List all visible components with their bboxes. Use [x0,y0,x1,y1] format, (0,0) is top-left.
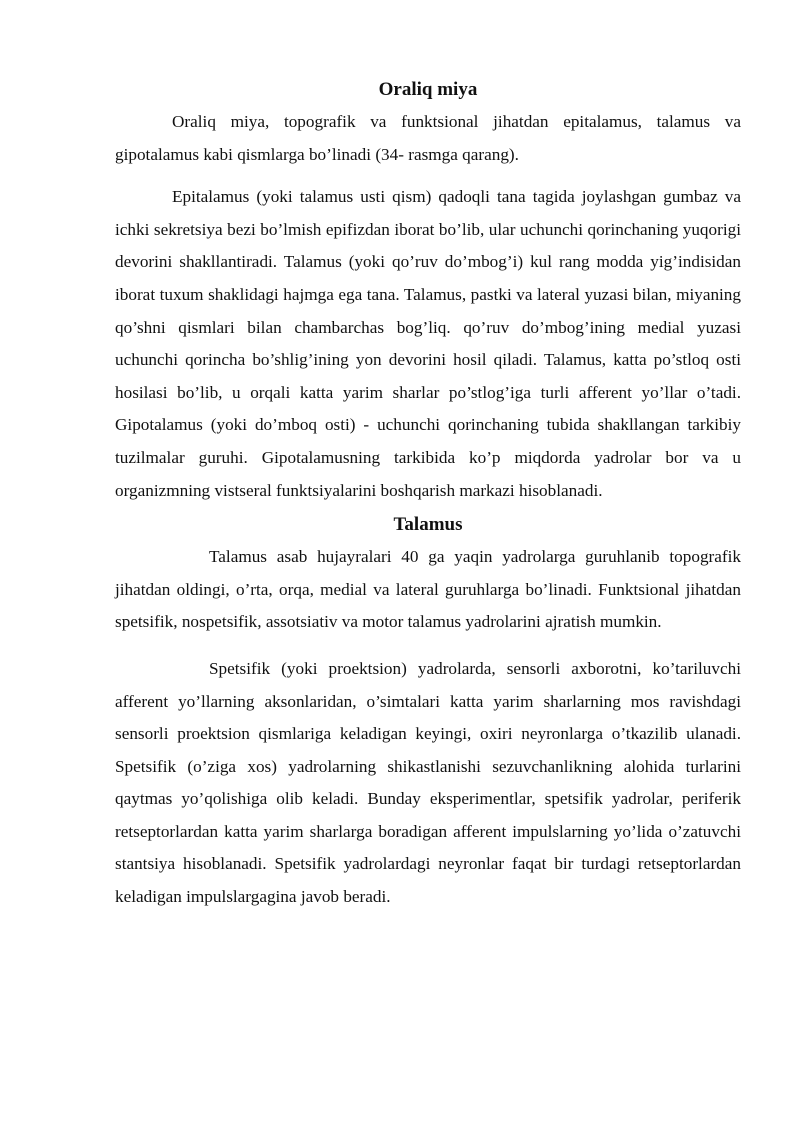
document-page [115,76,741,914]
intro-paragraph: Oraliq miya, topografik va funktsional jihatdan epitalamus, talamus va gipotalamus kabi qismlarga bo’linadi (34- rasmga qarang). [115,112,741,164]
page-title: Oraliq miya [378,79,478,100]
section-heading-talamus: Talamus [393,514,463,536]
epitalamus-paragraph: Epitalamus (yoki talamus usti qism) qadoqli tana tagida joylashgan gumbaz va ichki sekretsiya bezi bo’lmish epifizdan iborat bo’lib, ular uchunchi qorinchaning yuqorigi devorini shakllantiradi. Talamus (yoki qo’ruv do’mbog’i) kul rang modda yig’indisidan iborat tuxum shaklidagi hajmga ega tana. Talamus, pastki va lateral yuzasi bilan, miyaning qo’shni qismlari bilan chambarchas bog’liq. qo’ruv do’mbog’ining medial yuzasi uchunchi qorincha bo’shlig’ining yon devorini hosil qiladi. Talamus, katta po’stloq osti hosilasi bo’lib, u orqali katta yarim sharlar po’stlog’iga turli afferent yo’llar o’tadi. Gipotalamus (yoki do’mboq osti) - uchunchi qorinchaning tubida shakllangan tarkibiy tuzilmalar guruhi. Gipotalamusning tarkibida ko’p miqdorda yadrolar bor va u organizmning vistseral funktsiyalarini boshqarish markazi hisoblanadi. [115,187,741,500]
talamus-paragraph: Talamus asab hujayralari 40 ga yaqin yadrolarga guruhlanib topografik jihatdan oldingi, o’rta, orqa, medial va lateral guruhlarga bo’linadi. Funktsional jihatdan spetsifik, nospetsifik, assotsiativ va motor talamus yadrolarini ajratish mumkin. [115,547,741,632]
spetsifik-paragraph: Spetsifik (yoki proektsion) yadrolarda, sensorli axborotni, ko’tariluvchi afferent yo’llarning aksonlaridan, o’simtalari katta yarim sharlarning mos ravishdagi sensorli proektsion qismlariga keladigan keyingi, oxiri neyronlarga o’tkazilib ulanadi. Spetsifik (o’ziga xos) yadrolarning shikastlanishi sezuvchanlikning alohida turlarini qaytmas yo’qolishiga olib keladi. Bunday eksperimentlar, spetsifik yadrolar, periferik retseptorlardan katta yarim sharlarga boradigan afferent impulslarning yo’lida o’zatuvchi stantsiya hisoblanadi. Spetsifik yadrolardagi neyronlar faqat bir turdagi retseptorlardan keladigan impulslargagina javob beradi. [115,658,741,907]
